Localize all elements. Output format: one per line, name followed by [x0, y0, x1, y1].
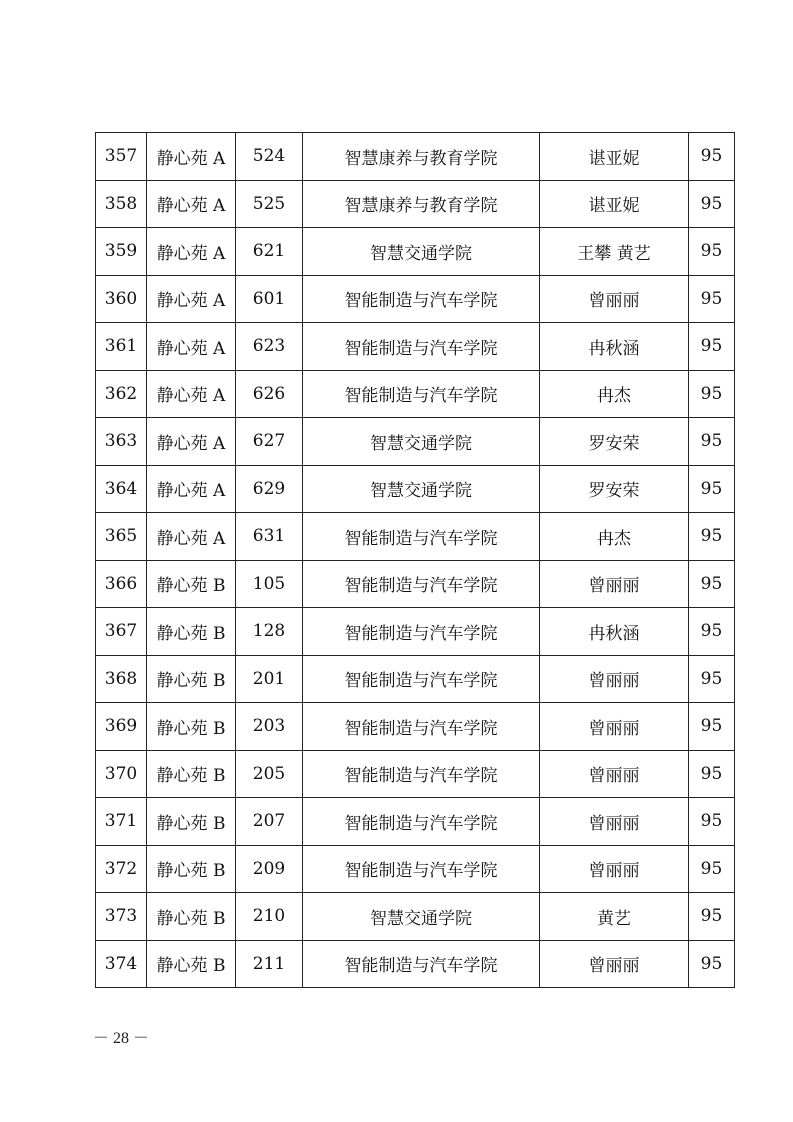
table-row [96, 655, 735, 703]
table-body [96, 133, 735, 988]
teacher-cell: 曾丽丽 [540, 798, 689, 846]
room-number-cell: 209 [236, 845, 303, 893]
score-cell: 95 [689, 465, 735, 513]
building-cell: 静心苑 B [147, 845, 236, 893]
score-cell: 95 [689, 133, 735, 181]
building-cell: 静心苑 A [147, 370, 236, 418]
college-cell: 智能制造与汽车学院 [303, 940, 540, 988]
row-number-cell: 359 [96, 228, 147, 276]
college-cell: 智慧交通学院 [303, 418, 540, 466]
room-number-cell: 627 [236, 418, 303, 466]
teacher-cell: 曾丽丽 [540, 703, 689, 751]
teacher-cell: 谌亚妮 [540, 133, 689, 181]
row-number-cell: 360 [96, 275, 147, 323]
college-cell: 智能制造与汽车学院 [303, 845, 540, 893]
table-row [96, 418, 735, 466]
page-number: － 28 － [93, 1030, 150, 1047]
row-number-cell: 369 [96, 703, 147, 751]
teacher-cell: 罗安荣 [540, 418, 689, 466]
room-number-cell: 203 [236, 703, 303, 751]
college-cell: 智慧交通学院 [303, 228, 540, 276]
score-cell: 95 [689, 655, 735, 703]
score-cell: 95 [689, 513, 735, 561]
college-cell: 智能制造与汽车学院 [303, 655, 540, 703]
room-number-cell: 105 [236, 560, 303, 608]
building-cell: 静心苑 B [147, 750, 236, 798]
score-cell: 95 [689, 560, 735, 608]
room-number-cell: 601 [236, 275, 303, 323]
building-cell: 静心苑 A [147, 180, 236, 228]
row-number-cell: 364 [96, 465, 147, 513]
table-row [96, 845, 735, 893]
college-cell: 智能制造与汽车学院 [303, 798, 540, 846]
table-row [96, 560, 735, 608]
building-cell: 静心苑 A [147, 465, 236, 513]
teacher-cell: 曾丽丽 [540, 750, 689, 798]
teacher-cell: 曾丽丽 [540, 655, 689, 703]
college-cell: 智慧交通学院 [303, 893, 540, 941]
table-row [96, 893, 735, 941]
teacher-cell: 黄艺 [540, 893, 689, 941]
teacher-cell: 曾丽丽 [540, 275, 689, 323]
table-row [96, 465, 735, 513]
teacher-cell: 冉杰 [540, 513, 689, 561]
college-cell: 智能制造与汽车学院 [303, 370, 540, 418]
college-cell: 智慧交通学院 [303, 465, 540, 513]
score-cell: 95 [689, 845, 735, 893]
score-cell: 95 [689, 750, 735, 798]
row-number-cell: 371 [96, 798, 147, 846]
building-cell: 静心苑 B [147, 655, 236, 703]
row-number-cell: 373 [96, 893, 147, 941]
teacher-cell: 冉秋涵 [540, 323, 689, 371]
room-number-cell: 629 [236, 465, 303, 513]
row-number-cell: 368 [96, 655, 147, 703]
building-cell: 静心苑 B [147, 893, 236, 941]
row-number-cell: 362 [96, 370, 147, 418]
room-number-cell: 211 [236, 940, 303, 988]
score-cell: 95 [689, 893, 735, 941]
building-cell: 静心苑 B [147, 560, 236, 608]
teacher-cell: 冉杰 [540, 370, 689, 418]
row-number-cell: 361 [96, 323, 147, 371]
college-cell: 智能制造与汽车学院 [303, 608, 540, 656]
row-number-cell: 370 [96, 750, 147, 798]
building-cell: 静心苑 A [147, 323, 236, 371]
room-number-cell: 623 [236, 323, 303, 371]
table-row [96, 798, 735, 846]
score-cell: 95 [689, 418, 735, 466]
table-row [96, 323, 735, 371]
table-row [96, 133, 735, 181]
college-cell: 智能制造与汽车学院 [303, 323, 540, 371]
room-number-cell: 631 [236, 513, 303, 561]
row-number-cell: 358 [96, 180, 147, 228]
building-cell: 静心苑 B [147, 608, 236, 656]
college-cell: 智慧康养与教育学院 [303, 133, 540, 181]
table-row [96, 370, 735, 418]
table-row [96, 608, 735, 656]
building-cell: 静心苑 A [147, 418, 236, 466]
row-number-cell: 374 [96, 940, 147, 988]
college-cell: 智能制造与汽车学院 [303, 275, 540, 323]
row-number-cell: 367 [96, 608, 147, 656]
college-cell: 智能制造与汽车学院 [303, 513, 540, 561]
building-cell: 静心苑 B [147, 940, 236, 988]
row-number-cell: 372 [96, 845, 147, 893]
score-cell: 95 [689, 940, 735, 988]
score-cell: 95 [689, 228, 735, 276]
room-number-cell: 524 [236, 133, 303, 181]
teacher-cell: 曾丽丽 [540, 845, 689, 893]
score-cell: 95 [689, 703, 735, 751]
room-number-cell: 207 [236, 798, 303, 846]
room-number-cell: 201 [236, 655, 303, 703]
college-cell: 智能制造与汽车学院 [303, 750, 540, 798]
table-row [96, 275, 735, 323]
row-number-cell: 365 [96, 513, 147, 561]
teacher-cell: 曾丽丽 [540, 940, 689, 988]
college-cell: 智能制造与汽车学院 [303, 560, 540, 608]
teacher-cell: 王攀 黄艺 [540, 228, 689, 276]
table-row [96, 703, 735, 751]
room-number-cell: 621 [236, 228, 303, 276]
teacher-cell: 谌亚妮 [540, 180, 689, 228]
score-cell: 95 [689, 608, 735, 656]
teacher-cell: 曾丽丽 [540, 560, 689, 608]
room-number-cell: 525 [236, 180, 303, 228]
table-row [96, 228, 735, 276]
teacher-cell: 罗安荣 [540, 465, 689, 513]
building-cell: 静心苑 A [147, 275, 236, 323]
row-number-cell: 366 [96, 560, 147, 608]
row-number-cell: 357 [96, 133, 147, 181]
table-row [96, 180, 735, 228]
score-cell: 95 [689, 370, 735, 418]
room-number-cell: 626 [236, 370, 303, 418]
score-cell: 95 [689, 180, 735, 228]
building-cell: 静心苑 A [147, 228, 236, 276]
row-number-cell: 363 [96, 418, 147, 466]
table-row [96, 513, 735, 561]
building-cell: 静心苑 B [147, 703, 236, 751]
building-cell: 静心苑 A [147, 133, 236, 181]
score-cell: 95 [689, 275, 735, 323]
score-cell: 95 [689, 798, 735, 846]
teacher-cell: 冉秋涵 [540, 608, 689, 656]
dormitory-score-table [95, 132, 735, 988]
college-cell: 智能制造与汽车学院 [303, 703, 540, 751]
college-cell: 智慧康养与教育学院 [303, 180, 540, 228]
room-number-cell: 128 [236, 608, 303, 656]
building-cell: 静心苑 A [147, 513, 236, 561]
room-number-cell: 210 [236, 893, 303, 941]
building-cell: 静心苑 B [147, 798, 236, 846]
room-number-cell: 205 [236, 750, 303, 798]
score-cell: 95 [689, 323, 735, 371]
table-row [96, 940, 735, 988]
table-row [96, 750, 735, 798]
